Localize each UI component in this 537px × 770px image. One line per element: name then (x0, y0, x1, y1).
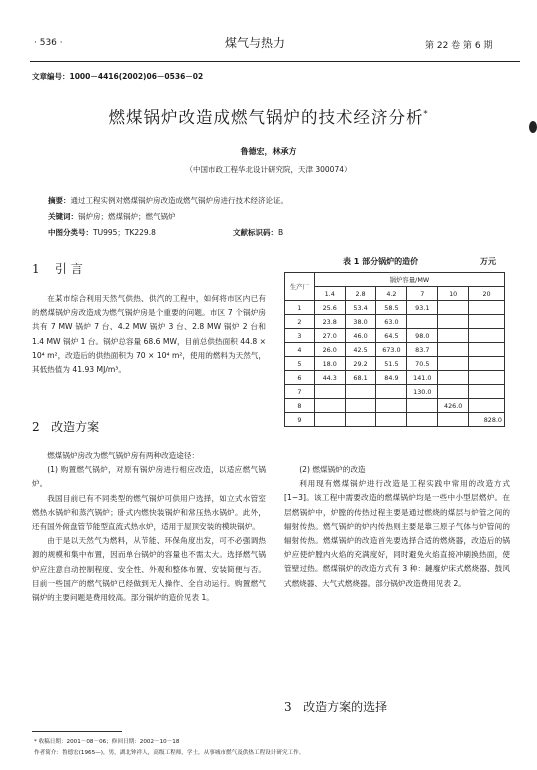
price-cell: 38.0 (345, 315, 376, 329)
manufacturer-cell: 9 (285, 413, 315, 427)
table-row (285, 399, 505, 413)
price-cell (376, 399, 407, 413)
section-1-heading: 1 引 言 (32, 262, 83, 276)
price-cell: 26.0 (314, 343, 345, 357)
document-code: 文献标识码：B (233, 228, 284, 237)
price-cell (314, 385, 345, 399)
price-cell (469, 329, 505, 343)
capacity-header: 2.8 (345, 287, 376, 301)
price-cell: 64.5 (376, 329, 407, 343)
table-row (285, 357, 505, 371)
capacity-header: 10 (438, 287, 469, 301)
section-2-body: 燃煤锅炉房改为燃气锅炉房有两种改造途径： (1) 购置燃气锅炉，对原有锅炉房进行相应改造，以适应燃气锅炉。 我国目前已有不同类型的燃气锅炉可供用户选择，如立式水管室燃热水锅炉和蒸汽锅炉；卧式内燃快装锅炉和常压热水锅炉。此外，还有国外俯盘管节能型直流式热水炉，适用于屋顶安装的模块锅炉。 由于是以天然气为燃料，从节能、环保角度出发，可不必强调热源的规模和集中布置，因而单台锅炉的容量也不需太大。选择燃气锅炉应注意自动控制程度、安全性、外观和整体布置、安装简便与否。目前一些国产的燃气锅炉已经做到无人操作、全自动运行。购置燃气锅炉的主要问题是费用较高。部分锅炉的造价见表 1。 (32, 451, 266, 603)
price-cell: 83.7 (407, 343, 438, 357)
manufacturer-cell: 8 (285, 399, 315, 413)
affiliation: （中国市政工程华北设计研究院，天津 300074） (185, 165, 352, 174)
price-cell: 68.1 (345, 371, 376, 385)
footnote-received: * 收稿日期：2001－08－06；修回日期：2002－10－18 (34, 739, 180, 745)
price-cell: 46.0 (345, 329, 376, 343)
price-table (284, 272, 505, 427)
price-cell (438, 371, 469, 385)
price-cell (345, 399, 376, 413)
price-cell: 53.4 (345, 301, 376, 315)
table-row (285, 315, 505, 329)
price-cell: 25.6 (314, 301, 345, 315)
footnote-rule (32, 731, 122, 732)
price-cell (438, 343, 469, 357)
price-cell (407, 399, 438, 413)
price-cell: 18.0 (314, 357, 345, 371)
price-cell: 70.5 (407, 357, 438, 371)
price-cell (469, 315, 505, 329)
article-number: 文章编号：1000－4416(2002)06－0536－02 (32, 72, 204, 81)
price-cell: 98.0 (407, 329, 438, 343)
price-cell: 44.3 (314, 371, 345, 385)
table-row (285, 343, 505, 357)
journal-name: 煤气与热力 (225, 36, 286, 50)
price-cell: 51.5 (376, 357, 407, 371)
manufacturer-cell: 3 (285, 329, 315, 343)
manufacturer-cell: 2 (285, 315, 315, 329)
price-cell: 58.5 (376, 301, 407, 315)
price-cell (469, 399, 505, 413)
table-row (285, 301, 505, 315)
manufacturer-cell: 4 (285, 343, 315, 357)
keywords: 关键词：锅炉房；燃煤锅炉；燃气锅炉 (48, 212, 176, 221)
price-cell (438, 357, 469, 371)
price-cell: 23.8 (314, 315, 345, 329)
abstract: 摘要：通过工程实例对燃煤锅炉房改造成燃气锅炉房进行技术经济论证。 (48, 196, 288, 205)
price-cell: 63.0 (376, 315, 407, 329)
price-cell: 130.0 (407, 385, 438, 399)
price-cell (438, 329, 469, 343)
price-cell: 828.0 (469, 413, 505, 427)
column-header-manufacturer: 生产厂 (285, 273, 315, 301)
section-2-continuation: (2) 燃煤锅炉的改造 利用现有燃煤锅炉进行改造是工程实践中常用的改造方式[1~3]。该工程中需要改造的燃煤锅炉均是一些中小型层燃炉。在层燃锅炉中，炉膛的传热过程主要是通过燃烧的煤层与炉管之间的辐射传热。燃气锅炉的炉内传热则主要是靠三原子气体与炉管间的辐射传热。燃煤锅炉的改造首先要选择合适的燃烧器，改造后的锅炉应使炉膛内火焰的充满度好，同时避免火焰直接冲刷换热面，使管壁过热。燃煤锅炉的改造方式有 3 种：鏈廢炉床式燃烧器、鼓风式燃烧器、大气式燃烧器。部分锅炉改造费用见表 2。 (284, 465, 510, 588)
price-cell (438, 413, 469, 427)
paper-title: 燃煤锅炉改造成燃气锅炉的技术经济分析* (108, 108, 429, 127)
price-cell: 93.1 (407, 301, 438, 315)
price-cell (376, 413, 407, 427)
table-1-caption: 表 1 部分锅炉的造价 (343, 257, 419, 266)
price-cell: 141.0 (407, 371, 438, 385)
manufacturer-cell: 1 (285, 301, 315, 315)
authors: 鲁德宏，林承方 (240, 147, 297, 156)
price-cell (376, 385, 407, 399)
price-cell (345, 413, 376, 427)
price-cell: 42.5 (345, 343, 376, 357)
price-cell (407, 315, 438, 329)
price-cell (469, 343, 505, 357)
manufacturer-cell: 6 (285, 371, 315, 385)
table-row (285, 413, 505, 427)
table-row (285, 371, 505, 385)
price-cell (469, 371, 505, 385)
section-3-heading: 3 改造方案的选择 (284, 700, 388, 714)
price-cell: 426.0 (438, 399, 469, 413)
page-number: · 536 · (34, 38, 63, 48)
price-cell: 84.9 (376, 371, 407, 385)
capacity-header: 4.2 (376, 287, 407, 301)
capacity-header: 1.4 (314, 287, 345, 301)
column-group-capacity: 锅炉容量/MW (314, 273, 504, 287)
capacity-header: 7 (407, 287, 438, 301)
intro-paragraph: 在某市综合利用天然气供热、供汽的工程中，如何将市区内已有的燃煤锅炉房改造成为燃气锅炉房是个重要的问题。市区 7 个锅炉房共有 7 MW 锅炉 7 台、4.2 MW 锅炉 3 台、2.8 MW 锅炉 2 台和 1.4 MW 锅炉 1 台。锅炉总容量 68.6 MW，目前总供热面积 44.8 × 10⁴ m²，改造后的供热面积为 70 × 10⁴ m²，使用的燃料为天然气，其低热值为 41.93 MJ/m³。 (32, 294, 266, 375)
price-cell (314, 413, 345, 427)
price-cell (345, 385, 376, 399)
price-cell: 29.2 (345, 357, 376, 371)
table-row (285, 385, 505, 399)
table-1-unit: 万元 (480, 257, 496, 266)
price-cell (438, 301, 469, 315)
price-cell (438, 315, 469, 329)
price-cell: 27.0 (314, 329, 345, 343)
section-2-heading: 2 改造方案 (32, 420, 100, 434)
manufacturer-cell: 5 (285, 357, 315, 371)
price-cell (469, 385, 505, 399)
table-row (285, 329, 505, 343)
classification: 中图分类号：TU995；TK229.8 (48, 228, 156, 237)
footnote-author: 作者简介：鲁德宏(1965—)，男，湖北钟祥人，高级工程师，学士，从事城市燃气及供热工程设计研究工作。 (34, 750, 305, 756)
price-cell (407, 413, 438, 427)
header-rule (30, 61, 520, 62)
price-cell (469, 301, 505, 315)
ink-mark (529, 121, 537, 133)
price-cell (438, 385, 469, 399)
manufacturer-cell: 7 (285, 385, 315, 399)
journal-volume: 第 22 卷 第 6 期 (425, 41, 493, 51)
price-cell: 673.0 (376, 343, 407, 357)
capacity-header: 20 (469, 287, 505, 301)
price-cell (314, 399, 345, 413)
price-cell (469, 357, 505, 371)
